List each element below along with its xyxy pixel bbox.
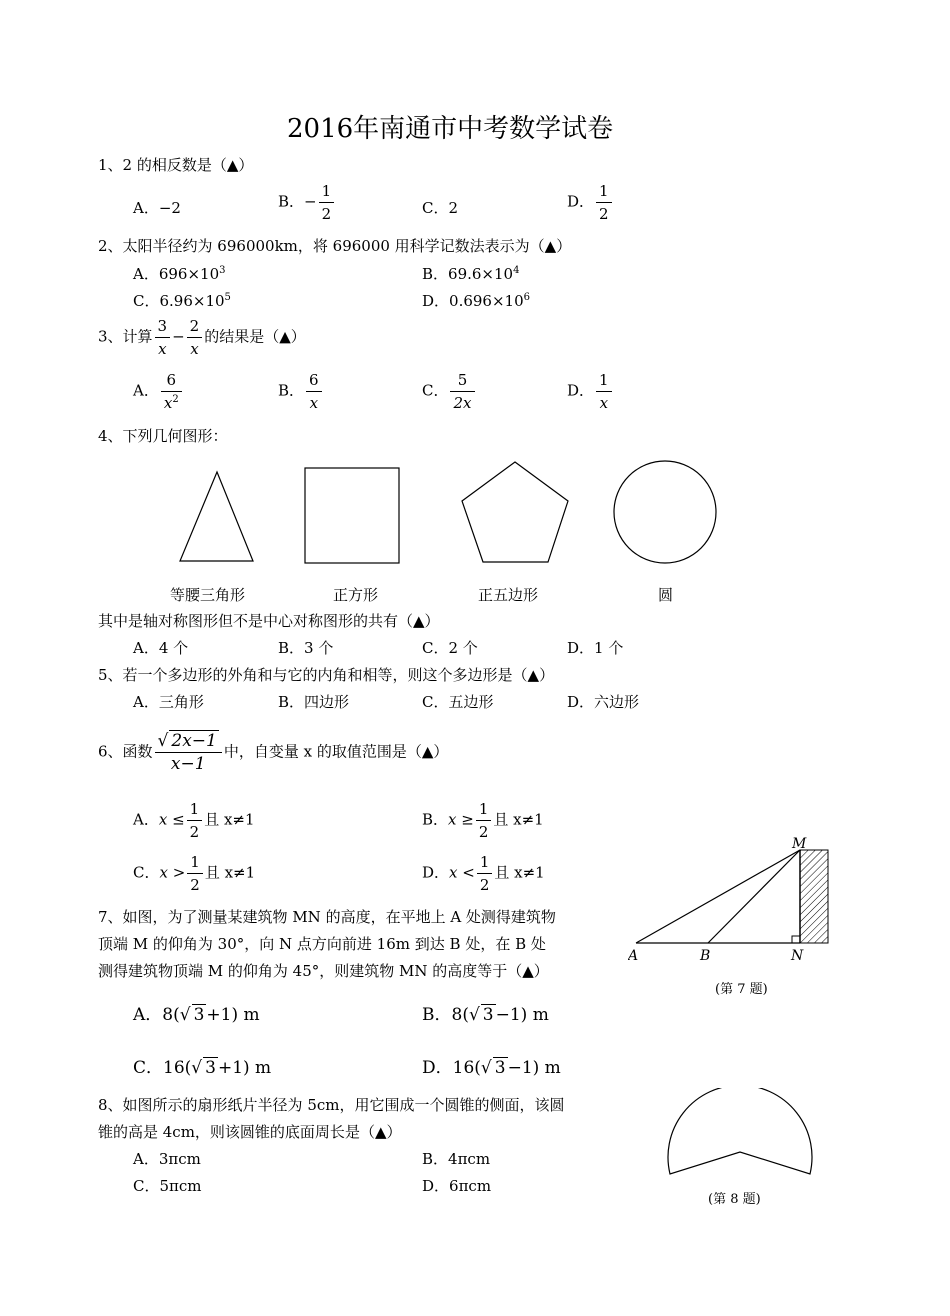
q6-d-rel: x < <box>449 863 475 882</box>
q8-caption: (第 8 题) <box>708 1192 761 1207</box>
point-n-label: N <box>791 948 804 964</box>
q2-b-exp: 4 <box>513 265 520 276</box>
q8-option-d: D．6πcm <box>422 1177 492 1195</box>
sector-shape <box>668 1088 812 1174</box>
q2-c-base: C．6.96×10 <box>133 292 225 310</box>
question-5: 5、若一个多边形的外角和与它的内角和相等，则这个多边形是（▲） <box>98 666 555 684</box>
isosceles-triangle-shape <box>180 472 253 561</box>
point-a-label: A <box>628 948 639 964</box>
question-2: 2、太阳半径约为 696000km，将 696000 用科学记数法表示为（▲） <box>98 237 572 255</box>
q3-a-den: x <box>163 394 173 412</box>
q2-d-exp: 6 <box>523 292 530 303</box>
q7-b-pre: 8( <box>451 1005 469 1025</box>
q7-caption: (第 7 题) <box>715 982 768 997</box>
q1-option-d <box>567 180 614 225</box>
q8-option-a: A．3πcm <box>133 1150 201 1168</box>
q4-label-circle: 圆 <box>658 586 674 604</box>
q3-option-d <box>567 369 614 414</box>
q6-b-den: 2 <box>478 823 489 841</box>
q1-option-a: A．−2 <box>133 199 181 217</box>
q7-c-pre: 16( <box>163 1058 192 1078</box>
q7-a-radicand: 3 <box>193 1005 205 1025</box>
circle-shape <box>614 461 716 563</box>
q6-c-num: 1 <box>187 851 203 874</box>
q6-option-b <box>422 798 544 843</box>
q3-b-num: 6 <box>306 369 322 392</box>
building-hatched-rect <box>800 850 828 943</box>
q6-d-label: D． <box>422 863 450 882</box>
q2-option-c <box>133 290 231 311</box>
q8-option-b: B．4πcm <box>422 1150 491 1168</box>
q1-b-label: B．− <box>278 192 317 211</box>
q7-d-label: D． <box>422 1058 453 1078</box>
q6-a-den: 2 <box>189 823 200 841</box>
q3-c-num: 5 <box>450 369 474 392</box>
q4-question: 其中是轴对称图形但不是中心对称图形的共有（▲） <box>98 612 440 630</box>
q7-b-radicand: 3 <box>482 1005 494 1025</box>
q7-option-b: B．8(√ 3 −1) m <box>422 1005 549 1025</box>
q1-d-num: 1 <box>596 180 612 203</box>
line-bm <box>708 850 800 943</box>
q3-post: 的结果是（▲） <box>204 327 306 346</box>
line-am <box>636 850 800 943</box>
q1-option-b <box>278 180 336 225</box>
q5-option-d: D．六边形 <box>567 693 640 711</box>
q1-option-c: C．2 <box>422 199 459 217</box>
q7-a-pre: 8( <box>162 1005 180 1025</box>
q2-c-exp: 5 <box>224 292 231 303</box>
q6-c-rel: x > <box>159 863 186 882</box>
q3-c-label: C． <box>422 381 449 400</box>
q3-b-den: x <box>309 394 319 412</box>
q3-d1: x <box>158 340 167 358</box>
q3-pre: 3、计算 <box>98 327 153 346</box>
q6-post: 中，自变量 x 的取值范围是（▲） <box>223 742 449 761</box>
q6-d-cond: 且 x≠1 <box>494 863 545 882</box>
q7-option-c: C．16(√ 3 +1) m <box>133 1058 272 1078</box>
q4-option-b: B．3 个 <box>278 639 334 657</box>
q3-option-b <box>278 369 324 414</box>
q6-c-den: 2 <box>190 876 200 894</box>
q3-d-label: D． <box>567 381 595 400</box>
q3-c-den: 2x <box>453 394 472 412</box>
q6-c-label: C． <box>133 863 160 882</box>
q6-option-c <box>133 851 255 896</box>
q4-option-a: A．4 个 <box>133 639 189 657</box>
q7-figure <box>628 832 843 972</box>
q6-a-label: A． <box>133 810 159 829</box>
question-8-line-2: 锥的高是 4cm，则该圆锥的底面周长是（▲） <box>98 1123 402 1141</box>
q6-b-num: 1 <box>476 798 492 821</box>
q6-a-cond: 且 x≠1 <box>204 810 255 829</box>
q4-label-triangle: 等腰三角形 <box>170 586 246 604</box>
question-7-line-2: 顶端 M 的仰角为 30°，向 N 点方向前进 16m 到达 B 处，在 B 处 <box>98 935 546 953</box>
q3-option-c <box>422 369 477 414</box>
q6-b-cond: 且 x≠1 <box>493 810 544 829</box>
q2-option-d <box>422 290 530 311</box>
question-4: 4、下列几何图形： <box>98 427 228 445</box>
q7-b-post: −1) m <box>495 1005 549 1025</box>
q4-label-square: 正方形 <box>333 586 379 604</box>
q7-a-label: A． <box>133 1005 163 1025</box>
q3-a-exp: 2 <box>172 394 179 405</box>
q6-pre: 6、函数 <box>98 742 153 761</box>
q3-n1: 3 <box>155 315 171 338</box>
q1-b-num: 1 <box>319 180 335 203</box>
q7-a-post: +1) m <box>206 1005 260 1025</box>
q6-denominator: x−1 <box>170 754 206 774</box>
regular-pentagon-shape <box>462 462 568 562</box>
q6-c-cond: 且 x≠1 <box>204 863 256 882</box>
point-m-label: M <box>792 836 807 852</box>
q7-d-post: −1) m <box>507 1058 561 1078</box>
q7-d-radicand: 3 <box>494 1058 506 1078</box>
q6-b-label: B． <box>422 810 449 829</box>
q7-d-pre: 16( <box>452 1058 481 1078</box>
q3-a-num: 6 <box>161 369 182 392</box>
q8-option-c: C．5πcm <box>133 1177 202 1195</box>
q5-option-c: C．五边形 <box>422 693 494 711</box>
page-title: 2016年南通市中考数学试卷 <box>287 114 614 144</box>
q3-a-label: A． <box>133 381 159 400</box>
question-7-line-3: 测得建筑物顶端 M 的仰角为 45°，则建筑物 MN 的高度等于（▲） <box>98 962 549 980</box>
q5-option-a: A．三角形 <box>133 693 204 711</box>
q4-option-c: C．2 个 <box>422 639 478 657</box>
point-b-label: B <box>700 948 711 964</box>
question-3 <box>98 315 306 360</box>
q6-d-den: 2 <box>479 876 490 894</box>
q8-sector-figure <box>660 1088 820 1188</box>
q2-d-base: D．0.696×10 <box>422 292 524 310</box>
q7-c-post: +1) m <box>217 1058 272 1078</box>
q7-option-d: D．16(√ 3 −1) m <box>422 1058 561 1078</box>
q2-a-base: A．696×10 <box>133 265 220 283</box>
q1-d-label: D． <box>567 192 595 211</box>
q3-minus: − <box>172 327 185 346</box>
q7-c-radicand: 3 <box>205 1058 216 1078</box>
q4-label-pentagon: 正五边形 <box>478 586 539 604</box>
q3-d-num: 1 <box>596 369 612 392</box>
question-1: 1、2 的相反数是（▲） <box>98 156 254 174</box>
question-6: 6、函数 $\frac{√ 2x-1}{x-1}$ 中，自变量 x 的取值范围是（▲） <box>98 731 449 774</box>
question-7-line-1: 7、如图，为了测量某建筑物 MN 的高度，在平地上 A 处测得建筑物 <box>98 908 556 926</box>
q6-a-num: 1 <box>187 798 203 821</box>
q3-option-a <box>133 369 184 414</box>
q3-d2: x <box>190 340 199 358</box>
q2-option-b <box>422 263 519 284</box>
q4-option-d: D．1 个 <box>567 639 624 657</box>
q6-d-num: 1 <box>477 851 493 874</box>
q1-d-den: 2 <box>599 205 609 223</box>
square-shape <box>305 468 399 563</box>
q7-c-label: C． <box>133 1058 164 1078</box>
q6-option-d <box>422 851 545 896</box>
right-angle-mark <box>792 936 800 943</box>
q3-b-label: B． <box>278 381 305 400</box>
q1-b-den: 2 <box>321 205 332 223</box>
q6-option-a <box>133 798 255 843</box>
q2-a-exp: 3 <box>219 265 226 276</box>
q6-b-rel: x ≥ <box>448 810 474 829</box>
q7-b-label: B． <box>422 1005 452 1025</box>
q4-shapes-figure <box>170 455 730 575</box>
q3-d-den: x <box>599 394 609 412</box>
q2-b-base: B．69.6×10 <box>422 265 514 283</box>
q5-option-b: B．四边形 <box>278 693 350 711</box>
q6-numerator: 2x−1 <box>171 731 217 751</box>
q2-option-a <box>133 263 226 284</box>
q7-option-a: A．8(√ 3 +1) m <box>133 1005 260 1025</box>
q6-a-rel: x ≤ <box>158 810 185 829</box>
q3-n2: 2 <box>187 315 203 338</box>
question-8-line-1: 8、如图所示的扇形纸片半径为 5cm，用它围成一个圆锥的侧面，该圆 <box>98 1096 565 1114</box>
